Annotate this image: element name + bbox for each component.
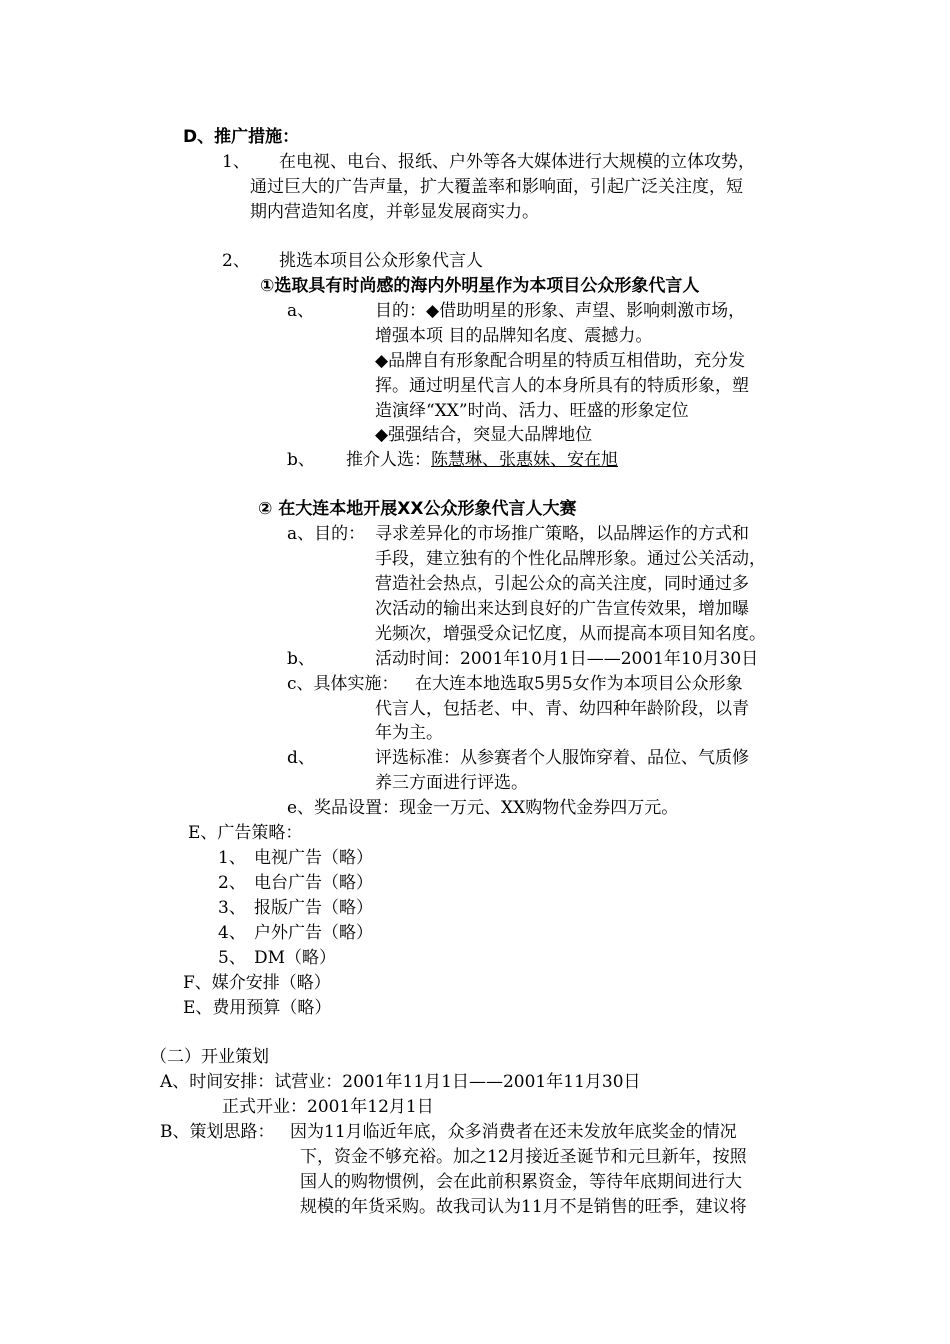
- e-item-2-num: 2、: [218, 873, 246, 893]
- part2-b-line-4: 规模的年货采购。故我司认为11月不是销售的旺季，建议将: [300, 1197, 747, 1217]
- sub1-a-line-6: ◆强强结合，突显大品牌地位: [375, 425, 593, 445]
- item1-number: 1、: [222, 152, 250, 172]
- item1-line-3: 期内营造知名度，并彰显发展商实力。: [250, 202, 539, 222]
- e-item-1-text: 电视广告（略）: [254, 848, 373, 868]
- item2-title: 挑选本项目公众形象代言人: [279, 251, 483, 271]
- e-item-3-text: 报版广告（略）: [254, 898, 373, 918]
- sub2-b-label: b、: [287, 649, 315, 669]
- sub2-c-label: c、具体实施：: [287, 674, 399, 694]
- e-item-4-text: 户外广告（略）: [254, 923, 373, 943]
- sub1-a-label: a、: [287, 301, 315, 321]
- part2-a-line-2: 正式开业：2001年12月1日: [222, 1097, 434, 1117]
- part2-b-line-2: 下，资金不够充裕。加之12月接近圣诞节和元旦新年，按照: [300, 1147, 747, 1167]
- sub1-a-line-5: 造演绎“XX”时尚、活力、旺盛的形象定位: [375, 401, 689, 421]
- item1-line-2: 通过巨大的广告声量，扩大覆盖率和影响面，引起广泛关注度，短: [250, 177, 743, 197]
- sub2-a-line-4: 次活动的输出来达到良好的广告宣传效果，增加曝: [375, 599, 749, 619]
- sub1-a-line-1: 目的：◆借助明星的形象、声望、影响刺激市场，: [375, 301, 746, 321]
- part2-b-line-1: 因为11月临近年底，众多消费者在还未发放年底奖金的情况: [290, 1122, 737, 1142]
- sub2-a-line-5: 光频次，增强受众记忆度，从而提高本项目知名度。: [375, 624, 766, 644]
- sub2-a-line-1: 寻求差异化的市场推广策略，以品牌运作的方式和: [375, 524, 749, 544]
- e-item-2-text: 电台广告（略）: [254, 873, 373, 893]
- sub1-b-label: b、: [287, 450, 315, 470]
- sub2-c-line-1: 在大连本地选取5男5女作为本项目公众形象: [415, 674, 743, 694]
- section-f: F、媒介安排（略）: [183, 973, 331, 993]
- sub2-a-line-2: 手段，建立独有的个性化品牌形象。通过公关活动，: [375, 549, 766, 569]
- sub1-heading: ①选取具有时尚感的海内外明星作为本项目公众形象代言人: [260, 276, 700, 296]
- sub2-d-label: d、: [287, 748, 315, 768]
- part2-heading: （二）开业策划: [150, 1047, 269, 1067]
- sub1-b-prefix: 推介人选：: [346, 450, 431, 470]
- sub1-b-line: [346, 449, 618, 471]
- sub2-heading: ② 在大连本地开展XX公众形象代言人大赛: [258, 499, 577, 519]
- item2-number: 2、: [222, 251, 250, 271]
- sub1-a-line-3: ◆品牌自有形象配合明星的特质互相借助，充分发: [375, 351, 746, 371]
- sub1-a-line-4: 挥。通过明星代言人的本身所具有的特质形象，塑: [375, 376, 749, 396]
- section-e-heading: E、广告策略：: [188, 823, 303, 843]
- sub2-c-line-2: 代言人，包括老、中、青、幼四种年龄阶段，以青: [375, 699, 749, 719]
- sub2-d-line-2: 养三方面进行评选。: [375, 773, 528, 793]
- sub2-c-line-3: 年为主。: [375, 723, 443, 743]
- e-item-1-num: 1、: [218, 848, 246, 868]
- part2-b-label: B、策划思路：: [160, 1122, 275, 1142]
- e-item-5-text: DM（略）: [254, 948, 337, 968]
- e-item-3-num: 3、: [218, 898, 246, 918]
- sub1-a-line-2: 增强本项 目的品牌知名度、震撼力。: [375, 326, 653, 346]
- sub2-e-text: e、奖品设置：现金一万元、XX购物代金券四万元。: [287, 798, 679, 818]
- sub2-a-line-3: 营造社会热点，引起公众的高关注度，同时通过多: [375, 574, 749, 594]
- section-d-heading: D、推广措施：: [183, 127, 300, 147]
- sub2-d-line-1: 评选标准：从参赛者个人服饰穿着、品位、气质修: [375, 748, 749, 768]
- sub1-b-names: 陈慧琳、张惠妹、安在旭: [431, 450, 618, 470]
- e-item-5-num: 5、: [218, 948, 246, 968]
- part2-b-line-3: 国人的购物惯例，会在此前积累资金，等待年底期间进行大: [300, 1172, 742, 1192]
- item1-line-1: 在电视、电台、报纸、户外等各大媒体进行大规模的立体攻势，: [279, 152, 755, 172]
- section-e-budget: E、费用预算（略）: [183, 998, 332, 1018]
- sub2-a-label: a、目的：: [287, 524, 366, 544]
- e-item-4-num: 4、: [218, 923, 246, 943]
- part2-a-line-1: A、时间安排：试营业：2001年11月1日——2001年11月30日: [160, 1072, 641, 1092]
- sub2-b-text: 活动时间：2001年10月1日——2001年10月30日: [375, 649, 759, 669]
